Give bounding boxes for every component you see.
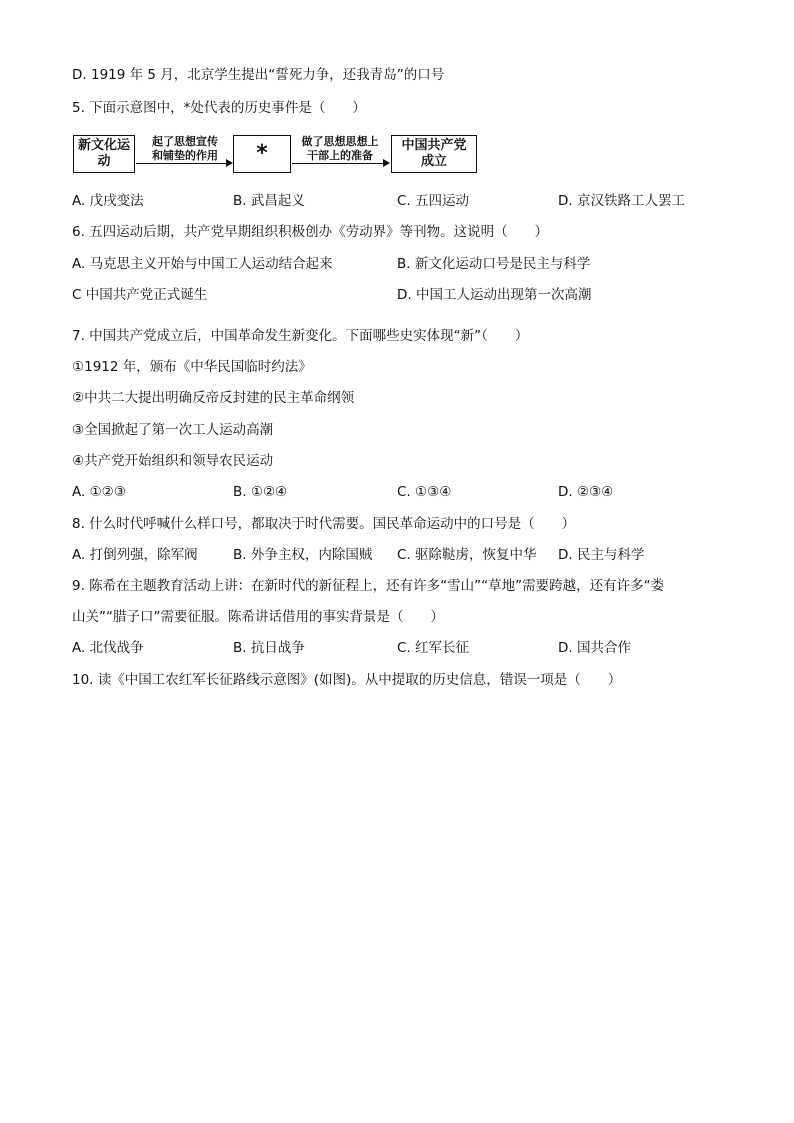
q5-option-b: B. 武昌起义 xyxy=(233,193,305,209)
q5-option-d: D. 京汉铁路工人罢工 xyxy=(558,193,685,209)
q7-option-b: B. ①②④ xyxy=(233,484,288,500)
diagram-box-new-culture: 新文化运动 xyxy=(73,135,135,173)
q10-stem: 10. 读《中国工农红军长征路线示意图》(如图)。从中提取的历史信息，错误一项是（ ） xyxy=(72,672,622,688)
q9-option-b: B. 抗日战争 xyxy=(233,640,305,656)
q8-option-c: C. 驱除鞑虏，恢复中华 xyxy=(397,547,537,563)
diagram-box-ccp-founding: 中国共产党成立 xyxy=(391,135,477,173)
diagram-arrow1 xyxy=(136,163,228,164)
q5-stem: 5. 下面示意图中，*处代表的历史事件是（ ） xyxy=(72,100,366,116)
q6-option-c: C 中国共产党正式诞生 xyxy=(72,287,208,303)
diagram-arrow1-head xyxy=(226,159,233,167)
q9-stem-line2: 山关”“腊子口”需要征服。陈希讲话借用的事实背景是（ ） xyxy=(72,609,444,625)
q7-item-1: ①1912 年，颁布《中华民国临时约法》 xyxy=(72,359,312,375)
q8-option-a: A. 打倒列强，除军阀 xyxy=(72,547,198,563)
q4-option-d: D. 1919 年 5 月，北京学生提出“誓死力争，还我青岛”的口号 xyxy=(72,67,445,83)
q9-stem-line1: 9. 陈希在主题教育活动上讲：在新时代的新征程上，还有许多“雪山”“草地”需要跨越，还有许多“娄 xyxy=(72,578,665,594)
q8-option-d: D. 民主与科学 xyxy=(558,547,645,563)
q6-option-a: A. 马克思主义开始与中国工人运动结合起来 xyxy=(72,256,333,272)
q9-option-a: A. 北伐战争 xyxy=(72,640,144,656)
q7-option-c: C. ①③④ xyxy=(397,484,452,500)
q8-stem: 8. 什么时代呼喊什么样口号，都取决于时代需要。国民革命运动中的口号是（ ） xyxy=(72,516,576,532)
diagram-arrow1-label xyxy=(139,135,231,163)
arrow2-label-line2: 干部上的准备 xyxy=(307,149,373,162)
q7-option-a: A. ①②③ xyxy=(72,484,126,500)
q7-option-d: D. ②③④ xyxy=(558,484,614,500)
q6-stem: 6. 五四运动后期，共产党早期组织积极创办《劳动界》等刊物。这说明（ ） xyxy=(72,224,549,240)
q7-stem: 7. 中国共产党成立后，中国革命发生新变化。下面哪些史实体现“新”（ ） xyxy=(72,328,529,344)
q9-option-c: C. 红军长征 xyxy=(397,640,470,656)
q5-option-c: C. 五四运动 xyxy=(397,193,470,209)
diagram-arrow2-head xyxy=(383,159,390,167)
q5-option-a: A. 戊戌变法 xyxy=(72,193,144,209)
arrow2-label-line1: 做了思想思想上 xyxy=(301,135,379,148)
q7-item-3: ③全国掀起了第一次工人运动高潮 xyxy=(72,422,274,438)
q8-option-b: B. 外争主权，内除国贼 xyxy=(233,547,373,563)
q7-item-2: ②中共二大提出明确反帝反封建的民主革命纲领 xyxy=(72,390,355,406)
diagram-box-unknown-event: * xyxy=(233,135,291,173)
q6-option-b: B. 新文化运动口号是民主与科学 xyxy=(397,256,591,272)
diagram-arrow2 xyxy=(292,163,384,164)
diagram-arrow2-label xyxy=(292,135,388,163)
q9-option-d: D. 国共合作 xyxy=(558,640,631,656)
arrow1-label-line1: 起了思想宣传 xyxy=(152,135,218,148)
q7-item-4: ④共产党开始组织和领导农民运动 xyxy=(72,453,274,469)
arrow1-label-line2: 和铺垫的作用 xyxy=(152,149,218,162)
q6-option-d: D. 中国工人运动出现第一次高潮 xyxy=(397,287,592,303)
